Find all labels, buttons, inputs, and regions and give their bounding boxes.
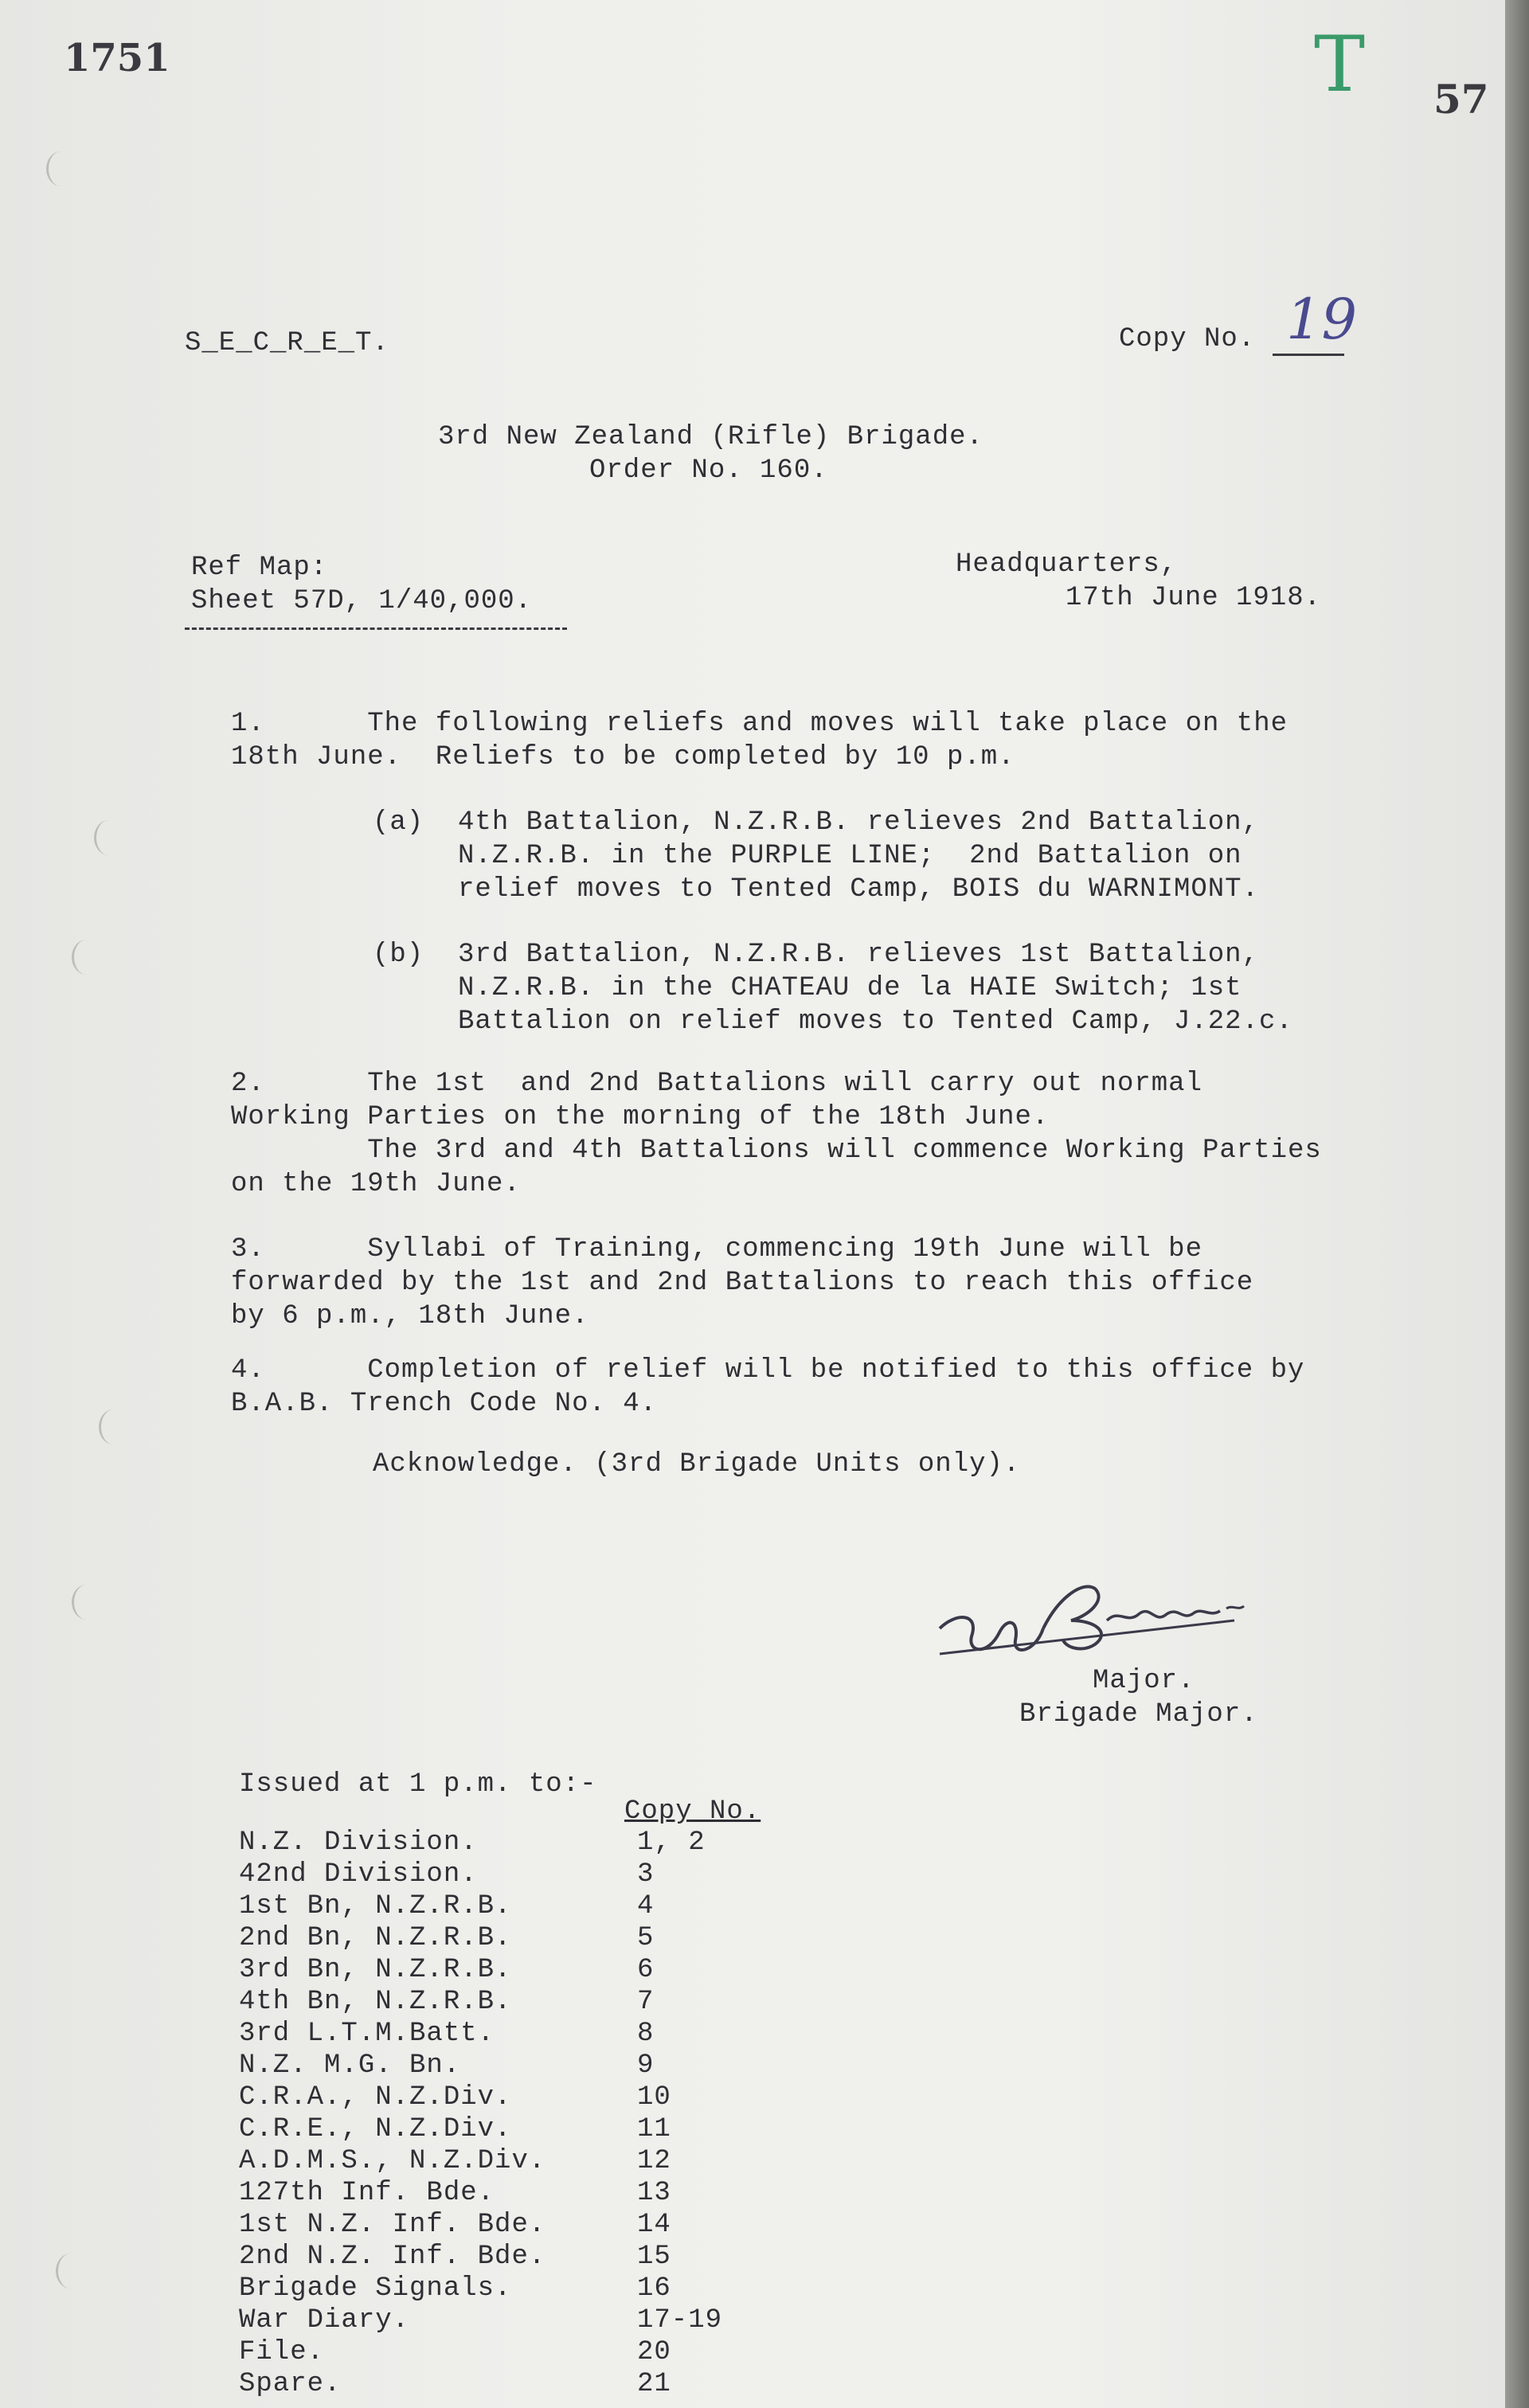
recipient: 1st Bn, N.Z.R.B. (239, 1891, 512, 1921)
copy-number-underline (1273, 354, 1344, 356)
ref-map-label: Ref Map: (191, 553, 328, 583)
copy-numbers: 17-19 (637, 2305, 723, 2336)
signatory-title: Brigade Major. (1019, 1699, 1258, 1730)
recipient: N.Z. M.G. Bn. (239, 2050, 461, 2081)
copy-label: Copy No. (1119, 324, 1256, 354)
para2-line1: 2. The 1st and 2nd Battalions will carry out normal (231, 1069, 1202, 1099)
recipient: 2nd Bn, N.Z.R.B. (239, 1923, 512, 1953)
para2-line2: Working Parties on the morning of the 18th June. (231, 1102, 1050, 1132)
copy-numbers: 4 (637, 1891, 655, 1921)
classification: S_E_C_R_E_T. (185, 328, 389, 358)
punch-hole (46, 151, 76, 186)
issued-line: Issued at 1 p.m. to:- (239, 1769, 597, 1800)
recipient: 4th Bn, N.Z.R.B. (239, 1987, 512, 2017)
recipient: 1st N.Z. Inf. Bde. (239, 2210, 546, 2240)
ref-map-rule (185, 627, 567, 630)
copy-numbers: 7 (637, 1987, 655, 2017)
para1-line1: 1. The following reliefs and moves will take place on the (231, 709, 1289, 739)
copy-numbers: 11 (637, 2114, 671, 2144)
copy-numbers: 9 (637, 2050, 655, 2081)
recipient: 42nd Division. (239, 1859, 478, 1890)
recipient: War Diary. (239, 2305, 410, 2336)
punch-hole (94, 820, 123, 855)
copy-numbers: 20 (637, 2337, 671, 2367)
para1a-line2: N.Z.R.B. in the PURPLE LINE; 2nd Battalion on (373, 841, 1242, 871)
para3-line2: forwarded by the 1st and 2nd Battalions to reach this office (231, 1268, 1254, 1298)
copy-numbers: 3 (637, 1859, 655, 1890)
recipient: Brigade Signals. (239, 2273, 512, 2304)
recipient: Spare. (239, 2369, 342, 2399)
recipient: 3rd L.T.M.Batt. (239, 2019, 495, 2049)
para1a-line3: relief moves to Tented Camp, BOIS du WARNIMONT. (373, 874, 1259, 905)
para1b-line2: N.Z.R.B. in the CHATEAU de la HAIE Switch; 1st (373, 973, 1242, 1003)
para1a-line1: (a) 4th Battalion, N.Z.R.B. relieves 2nd Battalion, (373, 807, 1259, 838)
copy-numbers: 5 (637, 1923, 655, 1953)
recipient: 2nd N.Z. Inf. Bde. (239, 2242, 546, 2272)
copy-numbers: 14 (637, 2210, 671, 2240)
para4-line1: 4. Completion of relief will be notified to this office by (231, 1355, 1305, 1386)
para1b-line1: (b) 3rd Battalion, N.Z.R.B. relieves 1st Battalion, (373, 940, 1259, 970)
recipient: 127th Inf. Bde. (239, 2178, 495, 2208)
recipient: C.R.A., N.Z.Div. (239, 2082, 512, 2113)
hq-label: Headquarters, (956, 549, 1178, 580)
ref-map-sheet: Sheet 57D, 1/40,000. (191, 586, 533, 616)
copy-number: 19 (1286, 287, 1358, 352)
copy-numbers: 6 (637, 1955, 655, 1985)
para4-line2: B.A.B. Trench Code No. 4. (231, 1389, 658, 1419)
page-edge (1505, 0, 1529, 2408)
punch-hole (99, 1409, 128, 1444)
copy-numbers: 12 (637, 2146, 671, 2176)
copy-numbers: 16 (637, 2273, 671, 2304)
recipient: N.Z. Division. (239, 1828, 478, 1858)
copy-numbers: 1, 2 (637, 1828, 706, 1858)
recipient: A.D.M.S., N.Z.Div. (239, 2146, 546, 2176)
recipient: File. (239, 2337, 325, 2367)
punch-hole (72, 940, 101, 975)
copy-numbers: 10 (637, 2082, 671, 2113)
copy-numbers: 15 (637, 2242, 671, 2272)
recipient: 3rd Bn, N.Z.R.B. (239, 1955, 512, 1985)
file-mark: T (1314, 20, 1366, 109)
para2-line3: The 3rd and 4th Battalions will commence Working Parties (231, 1136, 1322, 1166)
punch-hole (72, 1585, 101, 1620)
copy-numbers: 13 (637, 2178, 671, 2208)
para3-line3: by 6 p.m., 18th June. (231, 1301, 589, 1331)
brigade-title: 3rd New Zealand (Rifle) Brigade. (438, 422, 983, 452)
copy-numbers: 21 (637, 2369, 671, 2399)
recipient: C.R.E., N.Z.Div. (239, 2114, 512, 2144)
para3-line1: 3. Syllabi of Training, commencing 19th June will be (231, 1234, 1202, 1265)
archive-number: 1751 (64, 36, 170, 80)
para2-line4: on the 19th June. (231, 1169, 521, 1199)
hq-date: 17th June 1918. (1066, 583, 1322, 613)
order-number: Order No. 160. (589, 455, 828, 486)
para1-line2: 18th June. Reliefs to be completed by 10 p.m. (231, 742, 1015, 772)
acknowledge-line: Acknowledge. (3rd Brigade Units only). (373, 1449, 1021, 1480)
para1b-line3: Battalion on relief moves to Tented Camp, J.22.c. (373, 1007, 1293, 1037)
punch-hole (56, 2254, 85, 2289)
copy-numbers: 8 (637, 2019, 655, 2049)
copy-no-header: Copy No. (624, 1796, 761, 1827)
signature (924, 1565, 1290, 1676)
signatory-rank: Major. (1093, 1666, 1195, 1696)
page-number: 57 (1433, 76, 1489, 123)
